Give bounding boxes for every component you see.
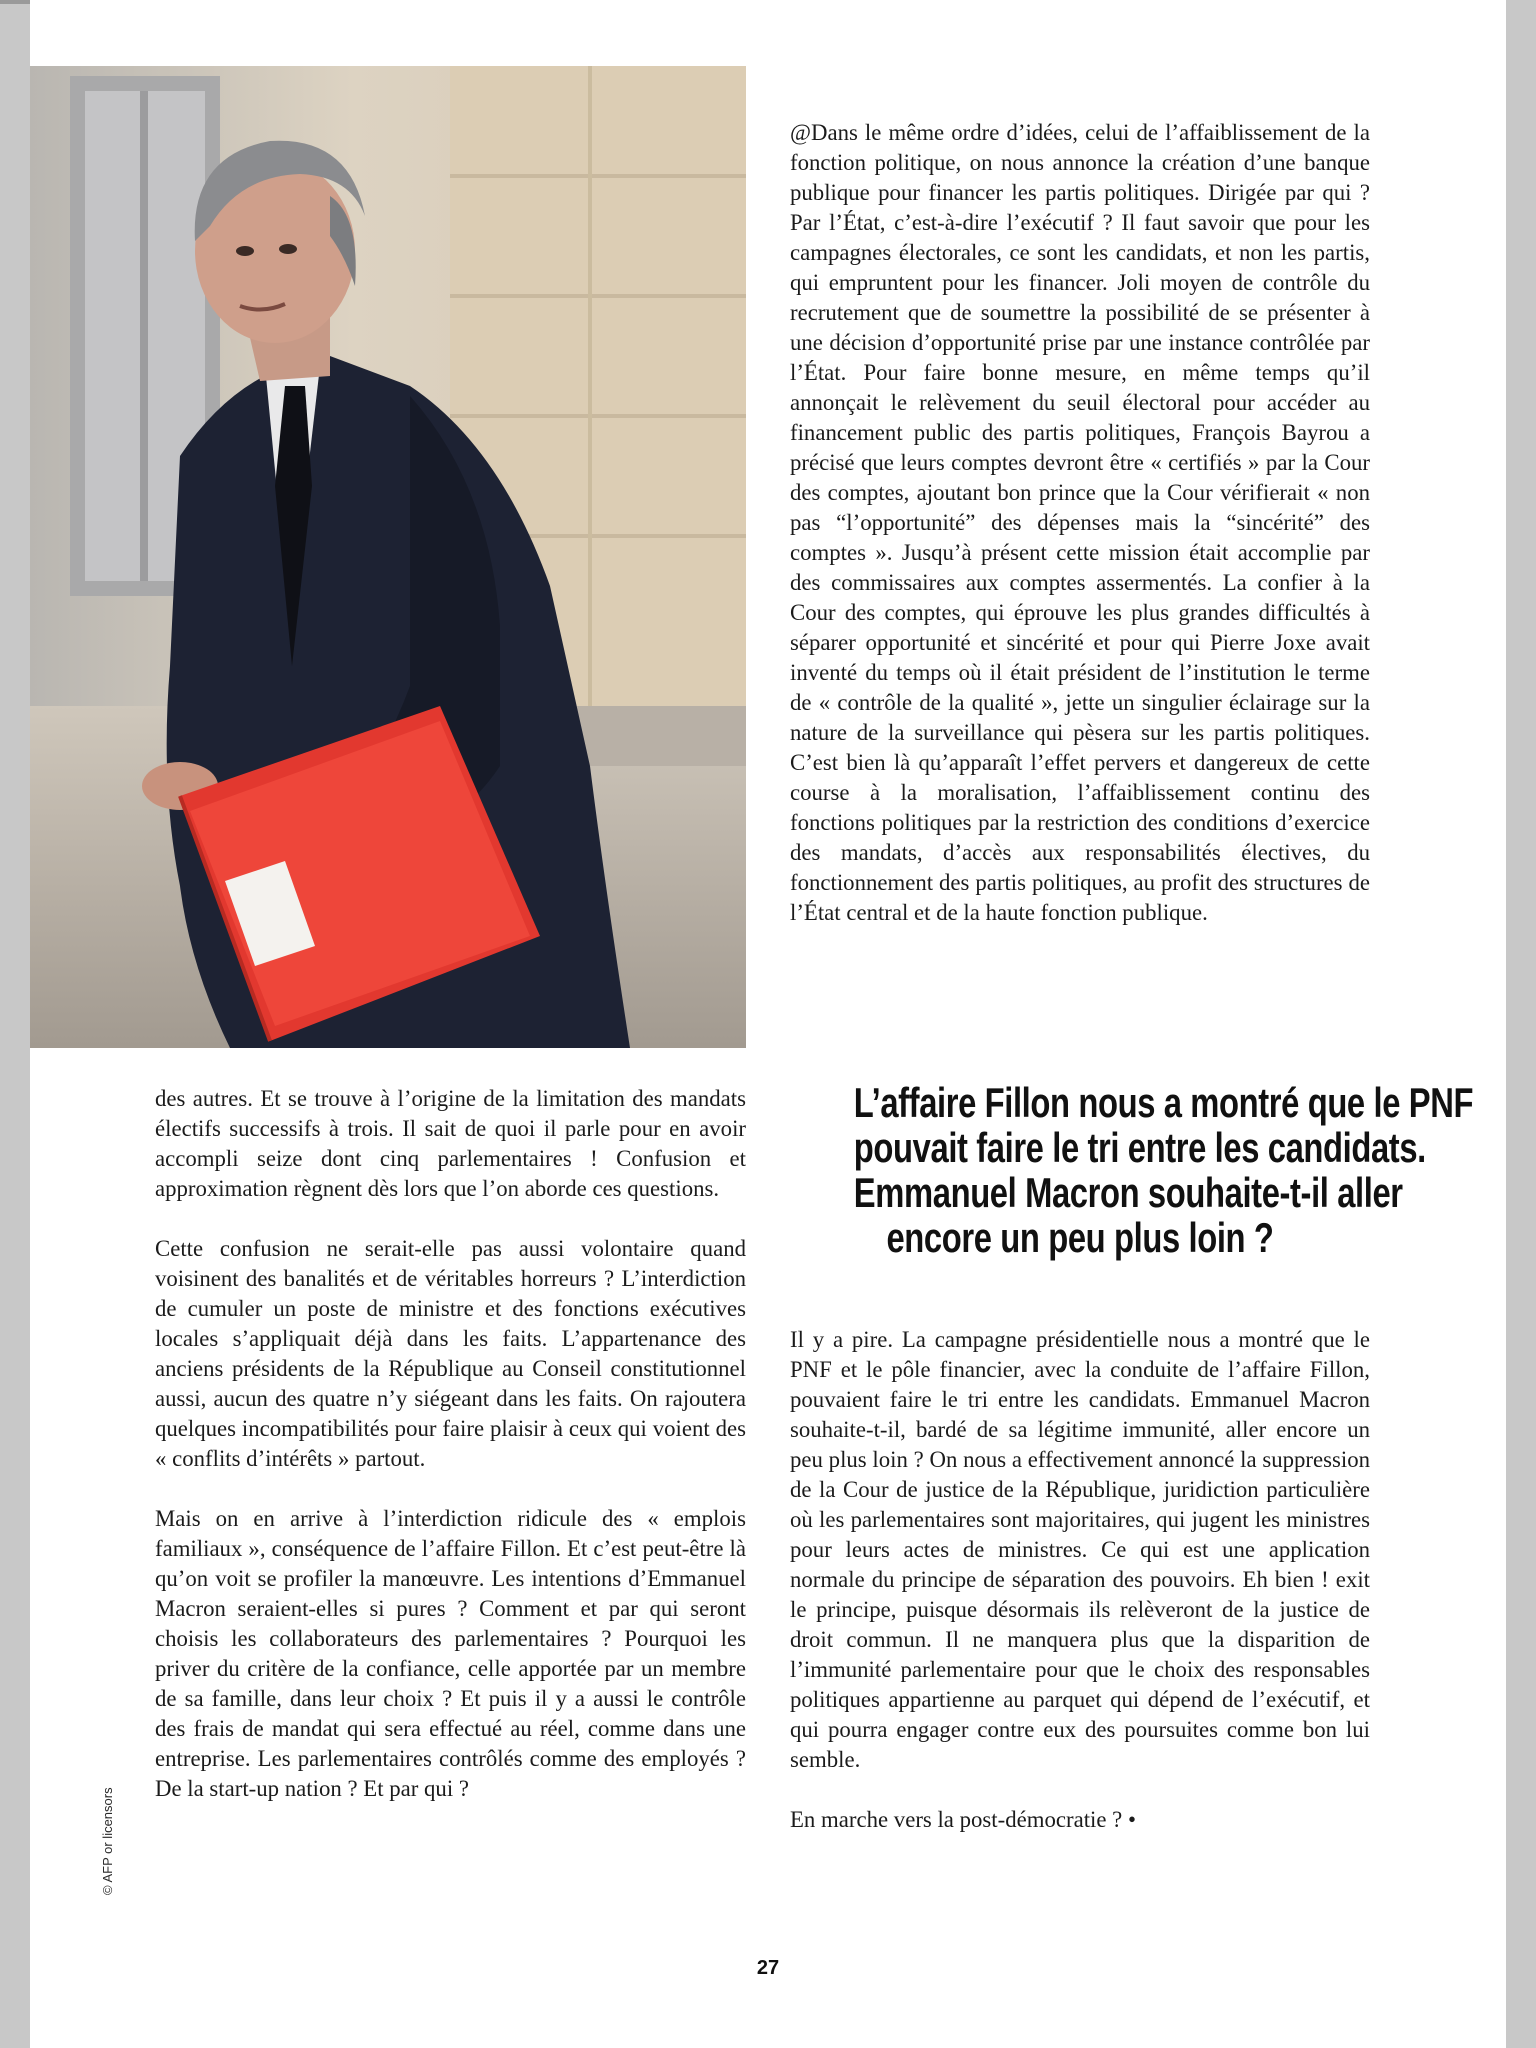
pull-quote-line: L’affaire Fillon nous a montré que le PNF (853, 1079, 1474, 1126)
article-paragraph: @Dans le même ordre d’idées, celui de l’affaiblissement de la fonction politique, on nous annonce la création d’une banque publique pour financer les partis politiques. Dirigée par qui ? Par l’État, c’est-à-dire l’exécutif ? Il faut savoir que pour les campagnes électorales, ce sont les candidats, et non les partis, qui empruntent pour les financer. Joli moyen de contrôle du recrutement que de soumettre la possibilité de se présenter à une décision d’opportunité prise par une instance contrôlée par l’État. Pour faire bonne mesure, en même temps qu’il annonçait le relèvement du seuil électoral pour accéder au financement public des partis politiques, François Bayrou a précisé que leurs comptes devront être « certifiés » par la Cour des comptes, ajoutant bon prince que la Cour vérifierait « non pas “l’opportunité” des dépenses mais la “sincérité” des comptes ». Jusqu’à présent cette mission était accomplie par des commissaires aux comptes assermentés. La confier à la Cour des comptes, qui éprouve les plus grandes difficultés à séparer opportunité et sincérité et pour qui Pierre Joxe avait inventé du temps où il était président de l’institution le terme de « contrôle de la qualité », jette un singulier éclairage sur la nature de la surveillance qui pèsera sur les partis politiques. C’est bien là qu’apparaît l’effet pervers et dangereux de cette course à la moralisation, l’affaiblissement continu des fonctions politiques par la restriction des conditions d’exercice des mandats, d’accès aux responsabilités électives, du fonctionnement des partis politiques, au profit des structures de l’État central et de la haute fonction publique. (790, 120, 1370, 925)
article-paragraph: Mais on en arrive à l’interdiction ridicule des « emplois familiaux », conséquence de l’affaire Fillon. Et c’est peut-être là qu’on voit se profiler la manœuvre. Les intentions d’Emmanuel Macron seraient-elles si pures ? Comment et par qui seront choisis les collaborateurs des parlementaires ? Pourquoi les priver du critère de la confiance, celle apportée par un membre de sa famille, dans leur choix ? Et puis il y a aussi le contrôle des frais de mandat qui sera effectué au réel, comme dans une entreprise. Les parlementaires contrôlés comme des employés ? De la start-up nation ? Et par qui ? (155, 1506, 746, 1801)
page-number: 27 (756, 1957, 780, 1979)
photo-illustration (30, 66, 746, 1048)
article-column-right-bottom (790, 1325, 1370, 1835)
pull-quote (853, 1079, 1474, 1261)
article-paragraph: des autres. Et se trouve à l’origine de la limitation des mandats électifs successifs à trois. Il sait de quoi il parle pour en avoir accompli seize dont cinq parlementaires ! Confusion et approximation règnent dès lors que l’on aborde ces questions. (155, 1086, 746, 1201)
viewer-right-margin (1506, 0, 1536, 2048)
article-column-left-bottom (155, 1084, 746, 1804)
article-photo (30, 66, 746, 1048)
pull-quote-line: encore un peu plus loin ? (886, 1214, 1274, 1261)
article-closing-line: En marche vers la post-démocratie ? • (790, 1807, 1136, 1832)
pull-quote-line: Emmanuel Macron souhaite-t-il aller (853, 1169, 1403, 1216)
photo-credit: © AFP or licensors (100, 1787, 115, 1895)
magazine-page (30, 0, 1506, 2048)
pull-quote-line: pouvait faire le tri entre les candidats. (853, 1124, 1426, 1171)
article-column-right-top (790, 118, 1370, 928)
article-paragraph: Il y a pire. La campagne présidentielle nous a montré que le PNF et le pôle financier, avec la conduite de l’affaire Fillon, pouvaient faire le tri entre les candidats. Emmanuel Macron souhaite-t-il, bardé de sa légitime immunité, aller encore un peu plus loin ? On nous a effectivement annoncé la suppression de la Cour de justice de la République, juridiction particulière où les parlementaires sont majoritaires, qui jugent les ministres pour leurs actes de ministres. Ce qui est une application normale du principe de séparation des pouvoirs. Eh bien ! exit le principe, puisque désormais ils relèveront de la justice de droit commun. Il ne manquera plus que la disparition de l’immunité parlementaire pour que le choix des responsables politiques appartienne au parquet qui dépend de l’exécutif, et qui pourra engager contre eux des poursuites comme bon lui semble. (790, 1327, 1370, 1772)
article-paragraph: Cette confusion ne serait-elle pas aussi volontaire quand voisinent des banalités et de véritables horreurs ? L’interdiction de cumuler un poste de ministre et des fonctions exécutives locales s’appliquait déjà dans les faits. L’appartenance des anciens présidents de la République au Conseil constitutionnel aussi, aucun des quatre n’y siégeant dans les faits. On rajoutera quelques incompatibilités pour faire plaisir à ceux qui voient des « conflits d’intérêts » partout. (155, 1236, 746, 1471)
